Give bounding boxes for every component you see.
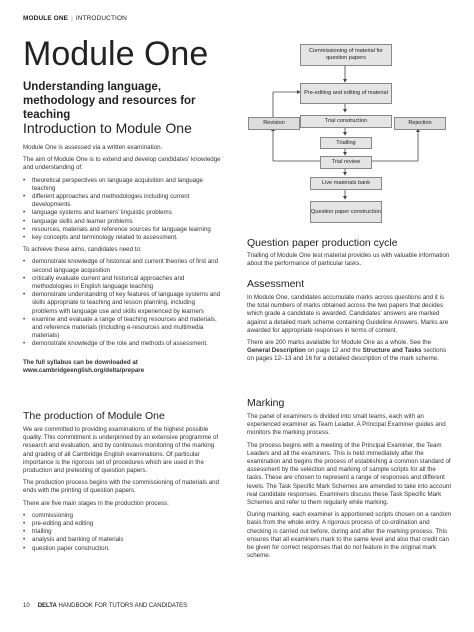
skills-list — [23, 258, 221, 348]
list-item: • critically evaluate current and historical approaches and methodologies in English language teaching — [23, 275, 221, 291]
assessment-heading: Assessment — [247, 278, 305, 290]
assessment-paragraph-1: In Module One, candidates accumulate marks across questions and it is the total numbers of marks obtained across the two papers that decides which grade a candidate is awarded. Candidates' answers are marked against a detailed mark scheme containing Guideline Answers. Marks are awarded for appropriate responses in terms of content. — [247, 294, 449, 334]
assessment-paragraph-2 — [247, 339, 453, 364]
flow-revision: Revision — [248, 117, 300, 130]
list-item: • demonstrate understanding of key features of language systems and skills appropriate to teaching and lesson planning, including problems with language use and skills experienced by learners — [23, 291, 221, 316]
page-subtitle: Understanding language, methodology and resources for teaching — [23, 81, 196, 121]
production-paragraph-1: We are committed to providing examinations of the highest possible quality. This commitment is underpinned by an extensive programme of research and evaluation, and by continuous monitoring of the marking and grading of all Cambridge English examinations. Of particular importance is the rigorous set of procedures which are used in the production and pretesting of question papers. — [23, 426, 219, 475]
list-item: • commissioning — [23, 512, 221, 520]
flow-step-paper-construction: Question paper construction — [310, 201, 382, 223]
flow-step-editing: Pre-editing and editing of material — [300, 83, 392, 104]
structure-tasks-ref: Structure and Tasks — [362, 347, 422, 355]
production-section — [23, 426, 221, 553]
production-paragraph-3: There are five main stages in the production process: — [23, 499, 169, 507]
intro-paragraph-1: Module One is assessed via a written examination. — [23, 144, 163, 151]
list-item: • language systems and learners' linguistic problems — [23, 209, 221, 217]
production-cycle-diagram — [248, 40, 458, 235]
page-title: Module One — [23, 35, 209, 73]
text-run: sections on pages 12–13 and 16 for a detailed description of the mark scheme. — [247, 347, 447, 363]
header-subsection: INTRODUCTION — [75, 15, 127, 22]
list-item: • demonstrate knowledge of the role and methods of assessment. — [23, 340, 221, 348]
intro-section — [23, 144, 221, 375]
header-section: MODULE ONE — [23, 15, 69, 22]
cycle-paragraph: Trialling of Module One test material provides us with valuable information about the performance of particular tasks. — [247, 252, 450, 268]
production-paragraph-2: The production process begins with the commissioning of materials and ends with the printing of question papers. — [23, 479, 220, 495]
syllabus-note: The full syllabus can be downloaded at — [23, 358, 138, 366]
intro-heading: Introduction to Module One — [23, 120, 192, 136]
general-description-ref: General Description — [247, 347, 306, 355]
flow-step-trial-construction: Trial construction — [300, 115, 392, 128]
flow-step-trial-review: Trial review — [320, 156, 372, 169]
flow-rejection: Rejection — [394, 117, 446, 130]
page-number: 10 — [23, 603, 30, 609]
list-item: • trialling — [23, 528, 221, 536]
aims-list — [23, 177, 221, 243]
cycle-heading: Question paper production cycle — [247, 237, 398, 249]
running-header — [23, 15, 127, 22]
intro-paragraph-3: To achieve these aims, candidates need to: — [23, 246, 142, 254]
list-item: • pre-editing and editing — [23, 520, 221, 528]
header-divider: | — [71, 15, 73, 22]
list-item: • resources, materials and reference sources for language learning — [23, 226, 221, 234]
marking-heading: Marking — [247, 397, 285, 409]
marking-paragraph-3: During marking, each examiner is apportioned scripts chosen on a random basis from the whole entry. A rigorous process of co-ordination and checking is carried out before, during and after the marking process. This ensures that all examiners mark to the same level and also that credit can be given for correct responses that do not feature in the original mark scheme. — [247, 511, 452, 560]
flow-step-live-bank: Live materials bank — [310, 177, 382, 190]
production-heading: The production of Module One — [23, 410, 165, 422]
marking-section — [247, 413, 453, 560]
flow-step-commissioning: Commissioning of material for question papers — [300, 44, 392, 66]
flow-step-trialling: Trialling — [320, 137, 372, 149]
intro-paragraph-2: The aim of Module One is to extend and develop candidates' knowledge and understanding of: — [23, 156, 221, 172]
assessment-section — [247, 294, 453, 364]
marking-paragraph-1: The panel of examiners is divided into small teams, each with an experienced examiner as Team Leader. A Principal Examiner guides and monitors the marking process. — [247, 413, 446, 437]
text-run: on page 12 and the — [305, 347, 363, 355]
list-item: • language skills and learner problems — [23, 218, 221, 226]
marking-paragraph-2: The process begins with a meeting of the Principal Examiner, the Team Leaders and all the examiners. This is held immediately after the examination and begins the process of establishing a common standard of assessment by the selection and marking of sample scripts for all the tasks. These are chosen to represent a range of responses and different levels. The Task Specific Mark Schemes are amended to take into account real candidate responses. Examiners discuss these Task Specific Mark Schemes and refer to them regularly while marking. — [247, 441, 452, 507]
list-item: • demonstrate knowledge of historical and current theories of first and second language acquisition — [23, 258, 221, 274]
list-item: • different approaches and methodologies including current developments — [23, 193, 221, 209]
footer-title: HANDBOOK FOR TUTORS AND CANDIDATES — [56, 603, 188, 609]
list-item: • examine and evaluate a range of teaching resources and materials, and reference materials (including e-resources and multimedia materials) — [23, 316, 221, 341]
page-footer — [23, 603, 187, 609]
list-item: • theoretical perspectives on language acquisition and language teaching — [23, 177, 221, 193]
list-item: • analysis and banking of materials — [23, 536, 221, 544]
text-run: There are 200 marks available for Module One as a whole. See the — [247, 339, 432, 347]
list-item: • question paper construction. — [23, 545, 221, 553]
list-item: • key concepts and terminology related to assessment. — [23, 234, 221, 242]
stages-list — [23, 512, 221, 553]
syllabus-link[interactable]: www.cambridgeenglish.org/delta/prepare — [23, 366, 145, 374]
footer-brand: DELTA — [37, 603, 57, 609]
